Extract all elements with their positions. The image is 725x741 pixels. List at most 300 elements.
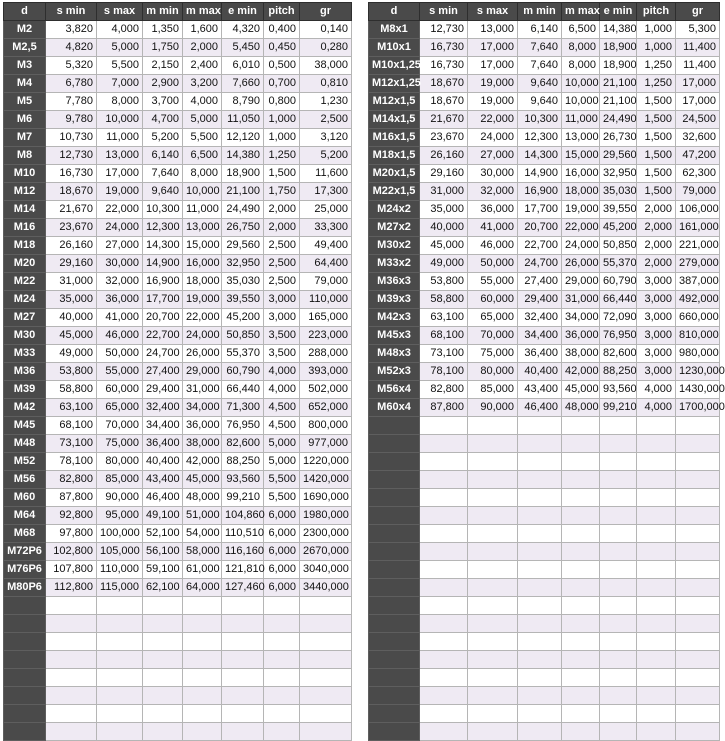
value-cell: 3,700 xyxy=(143,93,183,111)
table-row xyxy=(369,309,720,327)
thread-size-cell xyxy=(369,615,420,633)
value-cell: 31,000 xyxy=(420,183,468,201)
value-cell: 55,370 xyxy=(222,345,264,363)
value-cell xyxy=(562,723,600,741)
value-cell: 0,280 xyxy=(300,39,352,57)
value-cell: 45,200 xyxy=(600,219,637,237)
column-header: s min xyxy=(46,3,97,21)
table-row xyxy=(4,147,352,165)
value-cell: 17,300 xyxy=(300,183,352,201)
value-cell: 3440,000 xyxy=(300,579,352,597)
value-cell: 1,250 xyxy=(264,147,300,165)
value-cell: 1,500 xyxy=(637,165,676,183)
value-cell xyxy=(222,669,264,687)
value-cell xyxy=(143,705,183,723)
thread-size-cell xyxy=(369,597,420,615)
value-cell: 97,800 xyxy=(46,525,97,543)
value-cell: 16,730 xyxy=(420,57,468,75)
value-cell: 8,790 xyxy=(222,93,264,111)
value-cell: 18,000 xyxy=(562,183,600,201)
value-cell xyxy=(183,597,222,615)
value-cell xyxy=(637,435,676,453)
empty-table-row xyxy=(369,687,720,705)
value-cell xyxy=(143,597,183,615)
value-cell: 3,200 xyxy=(183,75,222,93)
value-cell: 17,000 xyxy=(97,165,143,183)
value-cell xyxy=(420,561,468,579)
value-cell: 6,010 xyxy=(222,57,264,75)
thread-size-cell xyxy=(369,651,420,669)
thread-size-cell: M18x1,5 xyxy=(369,147,420,165)
value-cell: 2,500 xyxy=(264,237,300,255)
value-cell xyxy=(183,633,222,651)
table-row xyxy=(369,255,720,273)
value-cell: 50,000 xyxy=(97,345,143,363)
value-cell: 73,100 xyxy=(420,345,468,363)
value-cell xyxy=(637,597,676,615)
value-cell: 70,000 xyxy=(97,417,143,435)
value-cell xyxy=(183,687,222,705)
value-cell: 22,700 xyxy=(518,237,562,255)
value-cell xyxy=(468,561,518,579)
column-header: s max xyxy=(468,3,518,21)
thread-size-cell xyxy=(369,435,420,453)
value-cell: 18,670 xyxy=(46,183,97,201)
value-cell: 1420,000 xyxy=(300,471,352,489)
value-cell xyxy=(420,633,468,651)
thread-size-cell: M42 xyxy=(4,399,46,417)
empty-table-row xyxy=(4,669,352,687)
value-cell: 14,300 xyxy=(518,147,562,165)
value-cell xyxy=(676,417,720,435)
value-cell: 79,000 xyxy=(676,183,720,201)
value-cell xyxy=(420,705,468,723)
value-cell: 85,000 xyxy=(97,471,143,489)
empty-table-row xyxy=(369,561,720,579)
value-cell: 29,000 xyxy=(183,363,222,381)
value-cell: 14,380 xyxy=(600,21,637,39)
value-cell: 5,000 xyxy=(183,111,222,129)
value-cell: 7,640 xyxy=(143,165,183,183)
value-cell: 5,000 xyxy=(264,435,300,453)
value-cell: 17,000 xyxy=(468,39,518,57)
value-cell xyxy=(600,633,637,651)
column-header: m min xyxy=(518,3,562,21)
thread-size-cell: M36 xyxy=(4,363,46,381)
value-cell: 49,000 xyxy=(46,345,97,363)
column-header: m max xyxy=(183,3,222,21)
value-cell xyxy=(264,597,300,615)
value-cell xyxy=(600,471,637,489)
value-cell xyxy=(222,705,264,723)
value-cell: 1,500 xyxy=(637,147,676,165)
value-cell: 31,000 xyxy=(46,273,97,291)
value-cell: 105,000 xyxy=(97,543,143,561)
value-cell: 2,000 xyxy=(183,39,222,57)
value-cell: 6,000 xyxy=(264,507,300,525)
value-cell: 58,800 xyxy=(420,291,468,309)
thread-size-cell: M64 xyxy=(4,507,46,525)
value-cell: 3,000 xyxy=(637,363,676,381)
thread-size-cell: M7 xyxy=(4,129,46,147)
value-cell xyxy=(420,507,468,525)
value-cell: 127,460 xyxy=(222,579,264,597)
value-cell xyxy=(264,723,300,741)
value-cell: 87,800 xyxy=(420,399,468,417)
empty-table-row xyxy=(369,417,720,435)
value-cell: 27,400 xyxy=(518,273,562,291)
value-cell xyxy=(420,453,468,471)
value-cell xyxy=(676,543,720,561)
header-row xyxy=(369,3,720,21)
value-cell: 76,950 xyxy=(222,417,264,435)
value-cell: 45,000 xyxy=(183,471,222,489)
value-cell: 48,000 xyxy=(183,489,222,507)
value-cell: 24,700 xyxy=(518,255,562,273)
value-cell: 17,000 xyxy=(676,75,720,93)
value-cell xyxy=(518,435,562,453)
value-cell: 85,000 xyxy=(468,381,518,399)
value-cell: 106,000 xyxy=(676,201,720,219)
value-cell: 65,000 xyxy=(468,309,518,327)
value-cell: 51,000 xyxy=(183,507,222,525)
thread-size-cell: M12x1,25 xyxy=(369,75,420,93)
value-cell xyxy=(676,597,720,615)
right-dimension-table xyxy=(368,2,725,741)
value-cell: 0,140 xyxy=(300,21,352,39)
value-cell: 393,000 xyxy=(300,363,352,381)
value-cell: 10,730 xyxy=(46,129,97,147)
value-cell: 4,500 xyxy=(264,399,300,417)
empty-table-row xyxy=(369,471,720,489)
value-cell: 46,400 xyxy=(143,489,183,507)
value-cell xyxy=(676,453,720,471)
value-cell: 23,670 xyxy=(420,129,468,147)
thread-size-cell xyxy=(369,453,420,471)
table-row xyxy=(4,525,352,543)
column-header: gr xyxy=(676,3,720,21)
value-cell: 14,900 xyxy=(518,165,562,183)
value-cell: 92,800 xyxy=(46,507,97,525)
thread-size-cell: M30x2 xyxy=(369,237,420,255)
value-cell: 18,900 xyxy=(222,165,264,183)
thread-size-cell xyxy=(369,525,420,543)
value-cell: 2,000 xyxy=(637,201,676,219)
value-cell: 4,000 xyxy=(637,381,676,399)
value-cell: 16,900 xyxy=(518,183,562,201)
value-cell xyxy=(46,651,97,669)
value-cell xyxy=(637,669,676,687)
value-cell: 9,640 xyxy=(518,75,562,93)
value-cell xyxy=(518,597,562,615)
value-cell xyxy=(183,669,222,687)
value-cell: 4,000 xyxy=(637,399,676,417)
value-cell: 2,000 xyxy=(637,237,676,255)
thread-size-cell: M4 xyxy=(4,75,46,93)
value-cell: 660,000 xyxy=(676,309,720,327)
value-cell: 5,000 xyxy=(97,39,143,57)
empty-table-row xyxy=(4,723,352,741)
value-cell xyxy=(143,669,183,687)
value-cell: 43,400 xyxy=(143,471,183,489)
column-header: m min xyxy=(143,3,183,21)
table-row xyxy=(369,183,720,201)
table-row xyxy=(369,57,720,75)
value-cell: 32,600 xyxy=(676,129,720,147)
value-cell: 34,000 xyxy=(562,309,600,327)
value-cell: 22,700 xyxy=(143,327,183,345)
value-cell: 11,000 xyxy=(97,129,143,147)
thread-size-cell: M8 xyxy=(4,147,46,165)
value-cell: 54,000 xyxy=(183,525,222,543)
value-cell xyxy=(518,687,562,705)
thread-size-cell: M18 xyxy=(4,237,46,255)
value-cell: 32,950 xyxy=(222,255,264,273)
empty-table-row xyxy=(369,669,720,687)
empty-table-row xyxy=(369,597,720,615)
value-cell: 2,150 xyxy=(143,57,183,75)
thread-size-cell xyxy=(4,651,46,669)
value-cell: 1,000 xyxy=(264,129,300,147)
thread-size-cell xyxy=(369,687,420,705)
value-cell xyxy=(468,543,518,561)
table-row xyxy=(369,363,720,381)
thread-size-cell xyxy=(4,687,46,705)
thread-size-cell: M68 xyxy=(4,525,46,543)
value-cell: 10,000 xyxy=(562,93,600,111)
table-row xyxy=(369,147,720,165)
value-cell: 75,000 xyxy=(97,435,143,453)
column-header: s min xyxy=(420,3,468,21)
empty-table-row xyxy=(4,597,352,615)
thread-size-cell xyxy=(4,723,46,741)
table-row xyxy=(369,219,720,237)
value-cell xyxy=(518,489,562,507)
thread-size-cell: M60x4 xyxy=(369,399,420,417)
thread-size-cell: M14 xyxy=(4,201,46,219)
value-cell: 34,000 xyxy=(183,399,222,417)
table-row xyxy=(4,327,352,345)
value-cell: 4,000 xyxy=(264,381,300,399)
thread-size-cell: M48x3 xyxy=(369,345,420,363)
value-cell: 45,000 xyxy=(46,327,97,345)
value-cell xyxy=(183,723,222,741)
value-cell: 7,640 xyxy=(518,57,562,75)
value-cell: 1,000 xyxy=(637,21,676,39)
value-cell: 288,000 xyxy=(300,345,352,363)
value-cell: 4,320 xyxy=(222,21,264,39)
value-cell: 82,800 xyxy=(46,471,97,489)
value-cell xyxy=(600,507,637,525)
value-cell xyxy=(300,669,352,687)
value-cell: 6,140 xyxy=(143,147,183,165)
thread-size-cell: M30 xyxy=(4,327,46,345)
value-cell: 22,000 xyxy=(562,219,600,237)
value-cell xyxy=(518,471,562,489)
value-cell xyxy=(562,687,600,705)
value-cell: 5,500 xyxy=(264,471,300,489)
empty-table-row xyxy=(369,489,720,507)
value-cell xyxy=(468,525,518,543)
value-cell xyxy=(600,525,637,543)
value-cell: 62,100 xyxy=(143,579,183,597)
thread-size-cell: M16 xyxy=(4,219,46,237)
value-cell: 2,000 xyxy=(264,201,300,219)
value-cell: 1430,000 xyxy=(676,381,720,399)
empty-table-row xyxy=(4,687,352,705)
value-cell: 52,100 xyxy=(143,525,183,543)
value-cell: 99,210 xyxy=(600,399,637,417)
value-cell: 36,000 xyxy=(97,291,143,309)
value-cell: 65,000 xyxy=(97,399,143,417)
value-cell: 79,000 xyxy=(300,273,352,291)
value-cell xyxy=(468,453,518,471)
value-cell: 46,000 xyxy=(468,237,518,255)
thread-size-cell xyxy=(4,615,46,633)
value-cell xyxy=(97,705,143,723)
value-cell: 1,230 xyxy=(300,93,352,111)
value-cell xyxy=(600,417,637,435)
table-row xyxy=(369,327,720,345)
value-cell xyxy=(468,723,518,741)
column-header: e min xyxy=(600,3,637,21)
thread-size-cell: M24 xyxy=(4,291,46,309)
value-cell xyxy=(518,561,562,579)
thread-size-cell: M22x1,5 xyxy=(369,183,420,201)
value-cell xyxy=(562,597,600,615)
value-cell: 32,950 xyxy=(600,165,637,183)
value-cell xyxy=(637,579,676,597)
value-cell xyxy=(264,687,300,705)
value-cell xyxy=(46,669,97,687)
thread-size-cell xyxy=(4,633,46,651)
empty-table-row xyxy=(4,633,352,651)
value-cell: 68,100 xyxy=(46,417,97,435)
value-cell: 5,200 xyxy=(143,129,183,147)
value-cell: 66,440 xyxy=(600,291,637,309)
value-cell xyxy=(97,669,143,687)
empty-table-row xyxy=(369,579,720,597)
thread-size-cell: M3 xyxy=(4,57,46,75)
empty-table-row xyxy=(369,723,720,741)
value-cell: 26,000 xyxy=(183,345,222,363)
value-cell xyxy=(420,615,468,633)
table-row xyxy=(4,201,352,219)
thread-size-cell: M56 xyxy=(4,471,46,489)
value-cell xyxy=(468,579,518,597)
value-cell: 76,950 xyxy=(600,327,637,345)
value-cell xyxy=(222,651,264,669)
value-cell: 1,500 xyxy=(637,183,676,201)
value-cell: 30,000 xyxy=(97,255,143,273)
value-cell: 22,000 xyxy=(468,111,518,129)
value-cell: 387,000 xyxy=(676,273,720,291)
value-cell: 18,000 xyxy=(183,273,222,291)
value-cell xyxy=(518,723,562,741)
value-cell: 2,000 xyxy=(637,255,676,273)
value-cell: 800,000 xyxy=(300,417,352,435)
value-cell: 12,730 xyxy=(46,147,97,165)
value-cell xyxy=(637,651,676,669)
value-cell xyxy=(518,633,562,651)
value-cell xyxy=(562,471,600,489)
thread-size-cell: M5 xyxy=(4,93,46,111)
value-cell xyxy=(420,489,468,507)
thread-size-cell: M20x1,5 xyxy=(369,165,420,183)
thread-size-cell: M80P6 xyxy=(4,579,46,597)
table-row xyxy=(4,435,352,453)
table-row xyxy=(4,417,352,435)
value-cell: 4,000 xyxy=(97,21,143,39)
table-row xyxy=(4,219,352,237)
value-cell xyxy=(600,651,637,669)
empty-table-row xyxy=(369,633,720,651)
value-cell: 60,790 xyxy=(600,273,637,291)
empty-table-row xyxy=(4,651,352,669)
value-cell: 49,000 xyxy=(420,255,468,273)
value-cell: 4,000 xyxy=(183,93,222,111)
value-cell: 29,160 xyxy=(420,165,468,183)
value-cell xyxy=(637,705,676,723)
value-cell: 95,000 xyxy=(97,507,143,525)
value-cell: 36,400 xyxy=(143,435,183,453)
value-cell: 3,000 xyxy=(264,291,300,309)
value-cell: 5,000 xyxy=(264,453,300,471)
thread-size-cell: M20 xyxy=(4,255,46,273)
value-cell: 3,000 xyxy=(637,273,676,291)
value-cell: 73,100 xyxy=(46,435,97,453)
value-cell xyxy=(420,525,468,543)
value-cell: 25,000 xyxy=(300,201,352,219)
thread-size-cell: M42x3 xyxy=(369,309,420,327)
value-cell: 53,800 xyxy=(420,273,468,291)
value-cell: 70,000 xyxy=(468,327,518,345)
thread-size-cell: M14x1,5 xyxy=(369,111,420,129)
value-cell xyxy=(143,633,183,651)
value-cell xyxy=(420,471,468,489)
table-row xyxy=(4,345,352,363)
value-cell xyxy=(420,579,468,597)
value-cell xyxy=(46,723,97,741)
value-cell: 116,160 xyxy=(222,543,264,561)
value-cell xyxy=(637,543,676,561)
value-cell: 6,000 xyxy=(264,561,300,579)
value-cell: 11,050 xyxy=(222,111,264,129)
value-cell: 4,000 xyxy=(264,363,300,381)
value-cell: 0,700 xyxy=(264,75,300,93)
column-header: gr xyxy=(300,3,352,21)
value-cell: 71,300 xyxy=(222,399,264,417)
value-cell: 24,000 xyxy=(468,129,518,147)
thread-size-cell xyxy=(369,417,420,435)
table-row xyxy=(4,237,352,255)
value-cell xyxy=(600,543,637,561)
value-cell: 24,000 xyxy=(183,327,222,345)
value-cell: 7,780 xyxy=(46,93,97,111)
value-cell xyxy=(222,615,264,633)
value-cell xyxy=(468,615,518,633)
value-cell: 21,100 xyxy=(600,93,637,111)
value-cell xyxy=(600,723,637,741)
empty-table-row xyxy=(369,453,720,471)
value-cell: 45,000 xyxy=(562,381,600,399)
table-row xyxy=(4,165,352,183)
table-row xyxy=(4,309,352,327)
value-cell xyxy=(637,489,676,507)
table-row xyxy=(4,255,352,273)
value-cell xyxy=(676,489,720,507)
value-cell: 99,210 xyxy=(222,489,264,507)
